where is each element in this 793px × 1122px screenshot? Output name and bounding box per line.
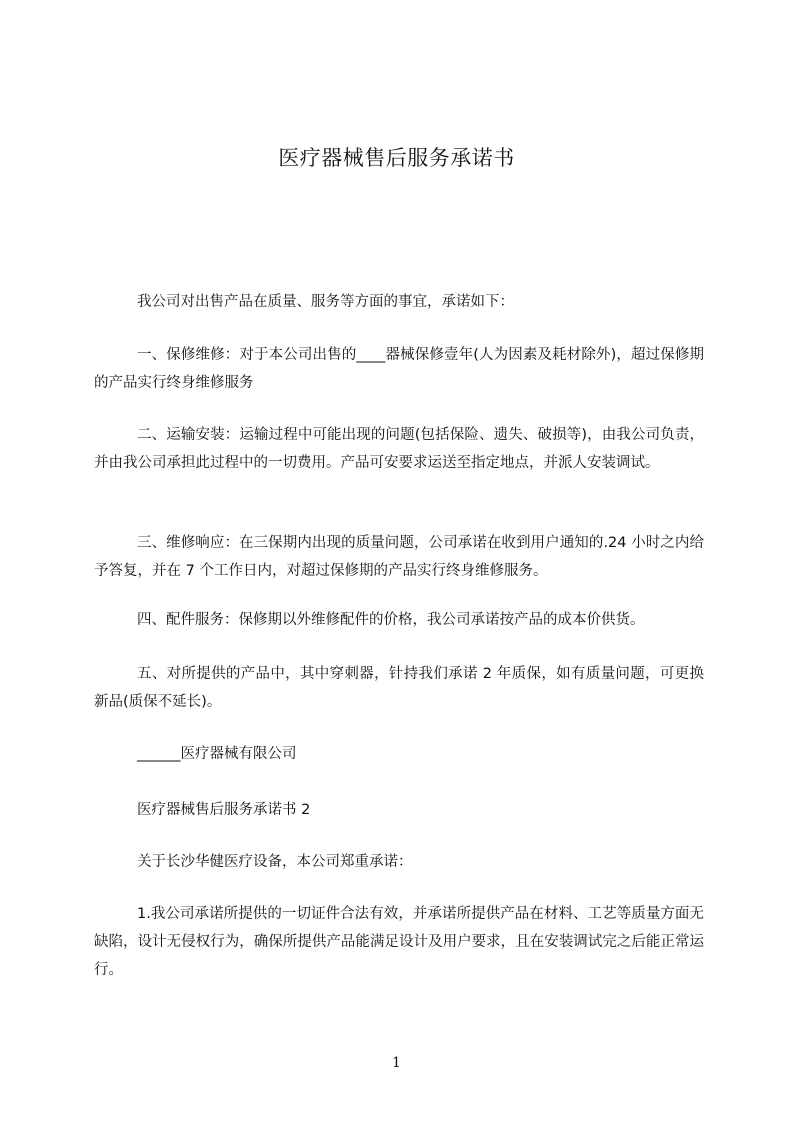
item-transport-install: 二、运输安装：运输过程中可能出现的问题(包括保险、遗失、破损等)，由我公司负责，并由我公司承担此过程中的一切费用。产品可安要求运送至指定地点，并派人安装调试。 — [94, 427, 704, 471]
item-puncture-warranty: 五、对所提供的产品中，其中穿刺器，针持我们承诺 2 年质保，如有质量问题，可更换新品(质保不延长)。 — [94, 666, 704, 710]
item-repair-response: 三、维修响应：在三保期内出现的质量问题，公司承诺在收到用户通知的.24 小时之内给予答复，并在 7 个工作日内，对超过保修期的产品实行终身维修服务。 — [94, 535, 704, 579]
second-item-certificates: 1.我公司承诺所提供的一切证件合法有效，并承诺所提供产品在材料、工艺等质量方面无缺陷，设计无侵权行为，确保所提供产品能满足设计及用户要求，且在安装调试完之后能正常运行。 — [94, 906, 704, 978]
company-signature: ______医疗器械有限公司 — [137, 746, 297, 762]
intro-paragraph: 我公司对出售产品在质量、服务等方面的事宜，承诺如下： — [137, 294, 514, 310]
item-warranty-repair: 一、保修维修：对于本公司出售的____器械保修壹年(人为因素及耗材除外)，超过保修期的产品实行终身维修服务 — [94, 347, 704, 391]
second-document-title: 医疗器械售后服务承诺书 2 — [137, 802, 311, 818]
document-title: 医疗器械售后服务承诺书 — [278, 146, 515, 170]
second-intro-paragraph: 关于长沙华健医疗设备，本公司郑重承诺： — [137, 854, 413, 870]
page-number: 1 — [392, 1055, 401, 1071]
item-parts-service: 四、配件服务：保修期以外维修配件的价格，我公司承诺按产品的成本价供货。 — [137, 612, 645, 628]
